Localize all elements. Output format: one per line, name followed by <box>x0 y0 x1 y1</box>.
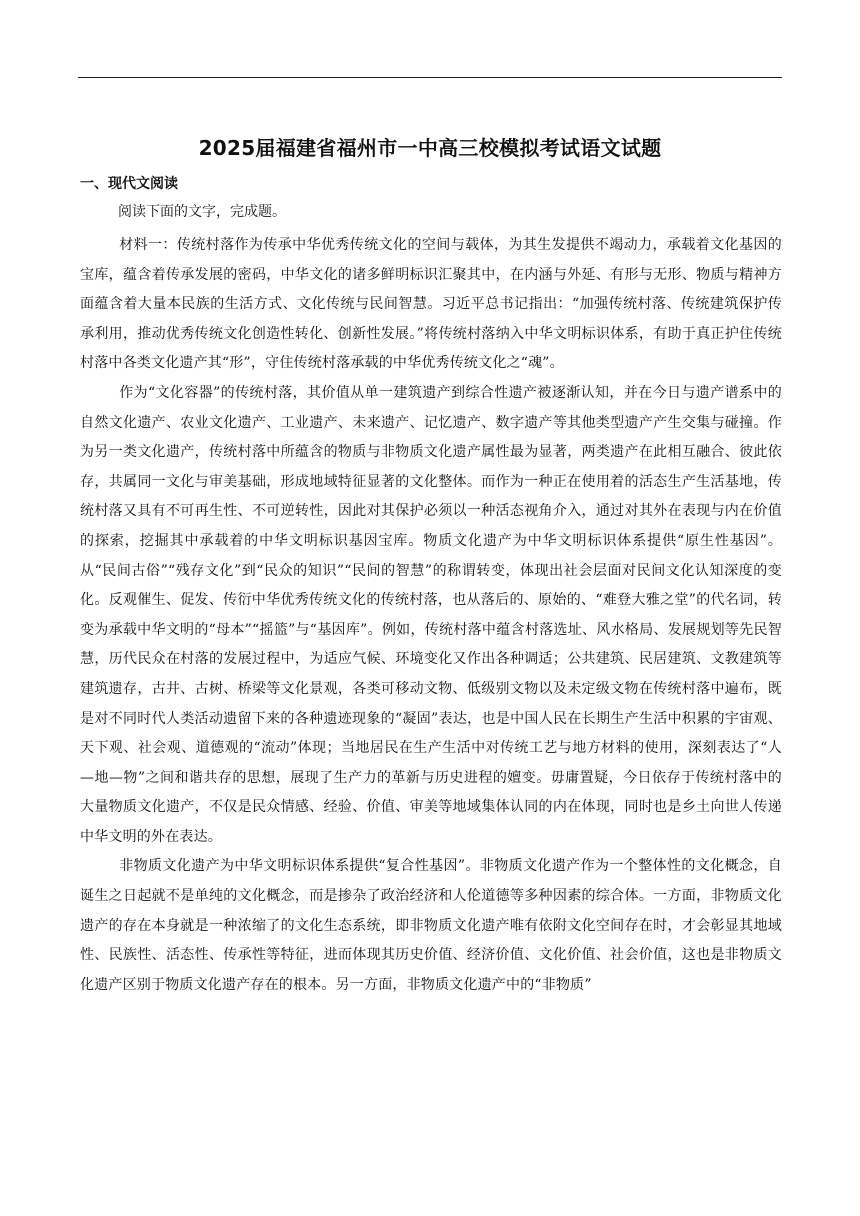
reading-instruction: 阅读下面的文字，完成题。 <box>118 204 286 220</box>
paragraph: 作为“文化容器”的传统村落，其价值从单一建筑遗产到综合性遗产被逐渐认知，并在今日与遗产谱系中的自然文化遗产、农业文化遗产、工业遗产、未来遗产、记忆遗产、数字遗产等其他类型遗产产生交集与碰撞。作为另一类文化遗产，传统村落中所蕴含的物质与非物质文化遗产属性最为显著，两类遗产在此相互融合、彼此依存，共属同一文化与审美基础，形成地域特征显著的文化整体。而作为一种正在使用着的活态生产生活基地，传统村落又具有不可再生性、不可逆转性，因此对其保护必须以一种活态视角介入，通过对其外在表现与内在价值的探索，挖掘其中承载着的中华文明标识基因宝库。物质文化遗产为中华文明标识体系提供“原生性基因”。从“民间古俗”“残存文化”到“民众的知识”“民间的智慧”的称谓转变，体现出社会层面对民间文化认知深度的变化。反观催生、促发、传衍中华优秀传统文化的传统村落，也从落后的、原始的、“难登大雅之堂”的代名词，转变为承载中华文明的“母本”“摇篮”与“基因库”。例如，传统村落中蕴含村落选址、风水格局、发展规划等先民智慧，历代民众在村落的发展过程中，为适应气候、环境变化又作出各种调适；公共建筑、民居建筑、文教建筑等建筑遗存，古井、古树、桥梁等文化景观，各类可移动文物、低级别文物以及未定级文物在传统村落中遍布，既是对不同时代人类活动遗留下来的各种遗迹现象的“凝固”表达，也是中国人民在长期生产生活中积累的宇宙观、天下观、社会观、道德观的“流动”体现；当地居民在生产生活中对传统工艺与地方材料的使用，深刻表达了“人—地—物”之间和谐共存的思想，展现了生产力的革新与历史进程的嬗变。毋庸置疑，今日依存于传统村落中的大量物质文化遗产，不仅是民众情感、经验、价值、审美等地域集体认同的内在体现，同时也是乡土向世人传递中华文明的外在表达。 <box>80 384 782 845</box>
paragraph: 材料一：传统村落作为传承中华优秀传统文化的空间与载体，为其生发提供不竭动力，承载着文化基因的宝库，蕴含着传承发展的密码，中华文化的诸多鲜明标识汇聚其中，在内涵与外延、有形与无形、物质与精神方面蕴含着大量本民族的生活方式、文化传统与民间智慧。习近平总书记指出：“加强传统村落、传统建筑保护传承利用，推动优秀传统文化创造性转化、创新性发展。”将传统村落纳入中华文明标识体系，有助于真正护住传统村落中各类文化遗产其“形”，守住传统村落承载的中华优秀传统文化之“魂”。 <box>80 237 782 372</box>
document-title: 2025届福建省福州市一中高三校模拟考试语文试题 <box>198 136 662 160</box>
header-rule <box>78 77 782 78</box>
paragraph: 非物质文化遗产为中华文明标识体系提供“复合性基因”。非物质文化遗产作为一个整体性的文化概念，自诞生之日起就不是单纯的文化概念，而是掺杂了政治经济和人伦道德等多种因素的综合体。一方面，非物质文化遗产的存在本身就是一种浓缩了的文化生态系统，即非物质文化遗产唯有依附文化空间存在时，才会彰显其地域性、民族性、活态性、传承性等特征，进而体现其历史价值、经济价值、文化价值、社会价值，这也是非物质文化遗产区别于物质文化遗产存在的根本。另一方面，非物质文化遗产中的“非物质” <box>80 858 782 993</box>
passage-body <box>80 231 782 1000</box>
section-heading: 一、现代文阅读 <box>80 176 178 192</box>
